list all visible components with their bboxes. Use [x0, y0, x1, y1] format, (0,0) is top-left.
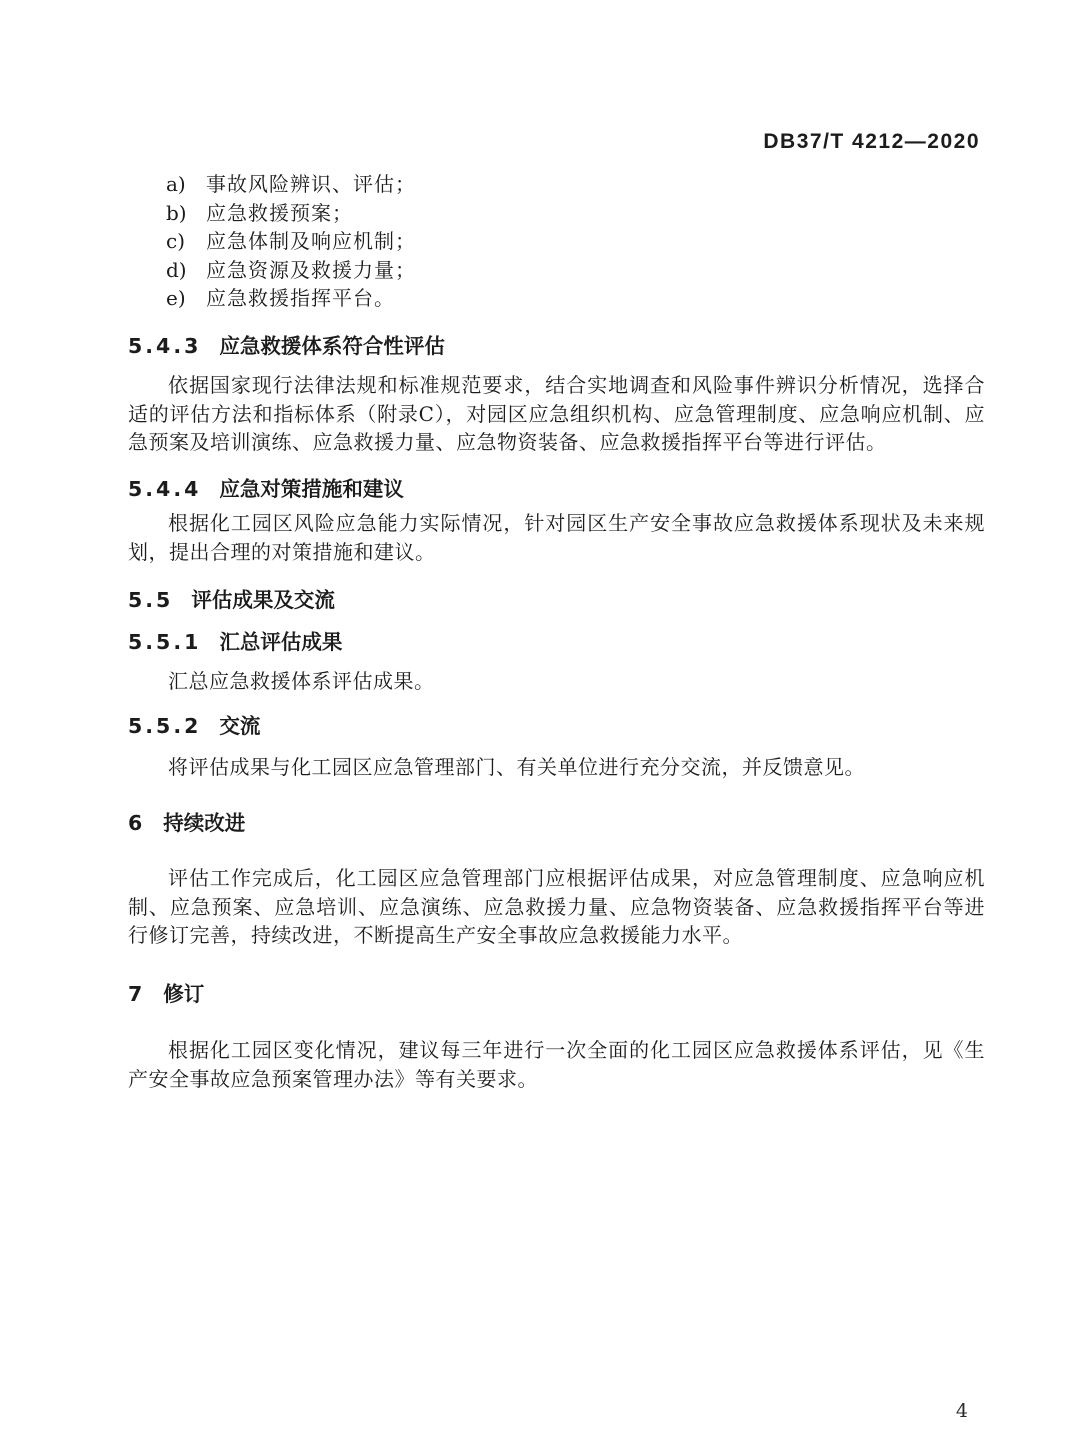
section-body-5-4-3: 依据国家现行法律法规和标准规范要求，结合实地调查和风险事件辨识分析情况，选择合适的评估方法和指标体系（附录C），对园区应急组织机构、应急管理制度、应急响应机制、应急预案及培训演练、应急救援力量、应急物资装备、应急救援指挥平台等进行评估。 [128, 373, 985, 454]
section-number: 5.4.3 [128, 334, 202, 358]
section-body-6: 评估工作完成后，化工园区应急管理部门应根据评估成果，对应急管理制度、应急响应机制、应急预案、应急培训、应急演练、应急救援力量、应急物资装备、应急救援指挥平台等进行修订完善，持续改进，不断提高生产安全事故应急救援能力水平。 [128, 866, 985, 947]
section-body-5-4-4: 根据化工园区风险应急能力实际情况，针对园区生产安全事故应急救援体系现状及未来规划，提出合理的对策措施和建议。 [128, 511, 985, 564]
section-heading-5-4-4 [128, 476, 985, 502]
section-body-5-5-1: 汇总应急救援体系评估成果。 [168, 669, 435, 693]
section-title: 持续改进 [163, 811, 246, 835]
list-item-text: 应急救援指挥平台。 [206, 286, 395, 310]
list-item-text: 应急救援预案； [206, 200, 353, 225]
section-number: 6 [128, 811, 146, 835]
list-item [128, 199, 985, 228]
section-heading-5-5 [128, 587, 985, 613]
section-title: 交流 [219, 714, 261, 738]
list-item-marker: e) [166, 286, 186, 310]
list-item-text: 应急资源及救援力量； [206, 257, 416, 282]
section-title: 评估成果及交流 [191, 588, 335, 612]
section-title: 应急救援体系符合性评估 [219, 334, 445, 358]
list-item-marker: b) [166, 200, 187, 225]
section-number: 5.5 [128, 588, 174, 612]
section-title: 汇总评估成果 [219, 630, 343, 654]
section-heading-6 [128, 810, 985, 836]
section-heading-5-5-2 [128, 713, 985, 739]
lettered-list [128, 170, 985, 313]
list-item [128, 284, 985, 313]
section-heading-5-5-1 [128, 629, 985, 655]
standard-code-header: DB37/T 4212—2020 [763, 130, 980, 153]
list-item-marker: c) [166, 229, 186, 253]
list-item [128, 170, 985, 199]
section-title: 修订 [163, 982, 205, 1006]
section-title: 应急对策措施和建议 [219, 477, 404, 501]
section-number: 5.5.1 [128, 630, 202, 654]
section-body-7: 根据化工园区变化情况，建议每三年进行一次全面的化工园区应急救援体系评估，见《生产安全事故应急预案管理办法》等有关要求。 [128, 1038, 985, 1091]
section-number: 7 [128, 982, 146, 1006]
section-number: 5.4.4 [128, 477, 202, 501]
list-item-text: 事故风险辨识、评估； [206, 172, 416, 196]
page-number: 4 [955, 1400, 968, 1422]
list-item-marker: a) [166, 172, 186, 196]
section-body-5-5-2: 将评估成果与化工园区应急管理部门、有关单位进行充分交流，并反馈意见。 [168, 755, 865, 779]
section-number: 5.5.2 [128, 714, 202, 738]
list-item [128, 256, 985, 285]
list-item [128, 227, 985, 256]
list-item-marker: d) [166, 257, 187, 282]
section-heading-5-4-3 [128, 333, 985, 359]
section-heading-7 [128, 981, 985, 1007]
list-item-text: 应急体制及响应机制； [206, 229, 416, 253]
